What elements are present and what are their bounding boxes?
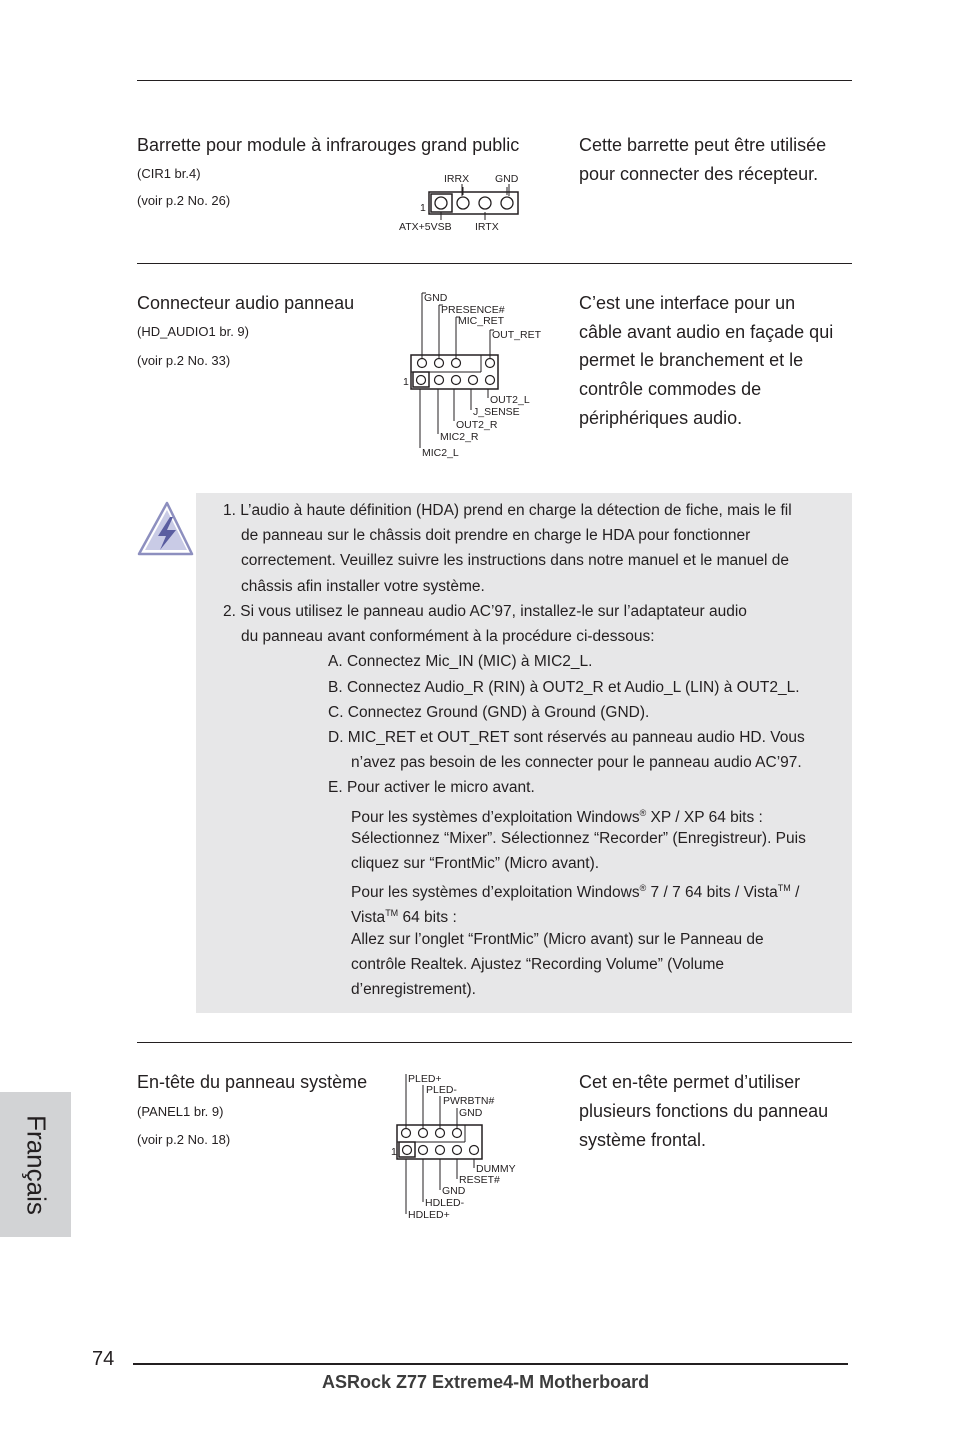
win7-version-text: 7 / 7 64 bits / Vista (646, 884, 778, 902)
audio-ref: (HD_AUDIO1 br. 9) (137, 324, 249, 339)
pin-label-atx: ATX+5VSB (399, 221, 452, 233)
note-step-a: A. Connectez Mic_IN (MIC) à MIC2_L. (328, 653, 593, 670)
note-step-b: B. Connectez Audio_R (RIN) à OUT2_R et Audio_L (LIN) à OUT2_L. (328, 679, 800, 696)
audio-see: (voir p.2 No. 33) (137, 353, 231, 368)
cir-desc-1: Cette barrette peut être utilisée (579, 135, 827, 155)
panel-desc-1: Cet en-tête permet d’utiliser (579, 1072, 801, 1092)
pin-label-irtx: IRTX (475, 221, 499, 233)
pin-label-out2-l: OUT2_L (490, 394, 530, 406)
pin-one-label: 1 (403, 376, 409, 388)
pin-label-irrx: IRRX (444, 173, 470, 185)
panel-see: (voir p.2 No. 18) (137, 1132, 231, 1147)
pin-label-hdled-plus: HDLED+ (408, 1209, 450, 1221)
warning-icon (136, 500, 194, 558)
pin-label-j-sense: J_SENSE (473, 406, 520, 418)
panel-desc-3: système frontal. (579, 1130, 707, 1150)
pin-one-label: 1 (391, 1146, 397, 1158)
language-label: Français (21, 1114, 51, 1215)
windows-xp-text: Pour les systèmes d’exploitation Windows (351, 809, 640, 827)
note-step-d-1: D. MIC_RET et OUT_RET sont réservés au panneau audio HD. Vous (328, 729, 805, 746)
section-rule-2 (137, 1042, 852, 1043)
panel-ref: (PANEL1 br. 9) (137, 1104, 224, 1119)
panel-header-diagram (390, 1068, 525, 1224)
audio-desc-3: permet le branchement et le (579, 350, 804, 370)
pin-label-gnd2: GND (442, 1185, 466, 1197)
slash-text: / (790, 884, 800, 902)
note-step-e-line-6: Allez sur l’onglet “FrontMic” (Micro avant) sur le Panneau de (351, 931, 764, 948)
cir-desc-2: pour connecter des récepteur. (579, 164, 819, 184)
pin-label-gnd: GND (459, 1107, 483, 1119)
note-1-line-3: correctement. Veuillez suivre les instructions dans notre manuel et le manuel de (241, 552, 789, 569)
audio-desc-4: contrôle commodes de (579, 379, 762, 399)
language-side-tab (0, 1092, 71, 1237)
pin-label-mic2-r: MIC2_R (440, 431, 479, 443)
windows-7-text: Pour les systèmes d’exploitation Windows (351, 884, 640, 902)
pin-label-dummy: DUMMY (476, 1163, 516, 1175)
note-step-e-line-2: Sélectionnez “Mixer”. Sélectionnez “Recorder” (Enregistreur). Puis (351, 830, 806, 847)
pin-one-label: 1 (420, 202, 426, 214)
xp-version-text: XP / XP 64 bits : (646, 809, 763, 827)
note-step-c: C. Connectez Ground (GND) à Ground (GND). (328, 704, 650, 721)
cir-header-diagram (398, 170, 533, 236)
note-step-d-2: n’avez pas besoin de les connecter pour le panneau audio AC’97. (351, 754, 802, 771)
note-1-line-2: de panneau sur le châssis doit prendre en charge le HDA pour fonctionner (241, 527, 751, 544)
note-2-line-1: 2. Si vous utilisez le panneau audio AC’97, installez-le sur l’adaptateur audio (223, 603, 747, 620)
top-rule (137, 80, 852, 81)
pin-label-pled-plus: PLED+ (408, 1073, 442, 1085)
pin-label-mic-ret: MIC_RET (458, 315, 505, 327)
cir-title: Barrette pour module à infrarouges grand public (137, 135, 520, 155)
pin-label-out-ret: OUT_RET (492, 329, 542, 341)
registered-mark: ® (639, 808, 647, 818)
note-step-e-line-8: d’enregistrement). (351, 981, 476, 998)
note-step-e: E. Pour activer le micro avant. (328, 779, 535, 796)
note-1-line-1: 1. L’audio à haute définition (HDA) prend en charge la détection de fiche, mais le fil (223, 502, 792, 519)
pin-label-mic2-l: MIC2_L (422, 447, 459, 459)
cir-ref: (CIR1 br.4) (137, 166, 201, 181)
trademark-mark: TM (777, 883, 791, 893)
audio-desc-1: C’est une interface pour un (579, 293, 796, 313)
pin-label-hdled-minus: HDLED- (425, 1197, 465, 1209)
panel-desc-2: plusieurs fonctions du panneau (579, 1101, 829, 1121)
registered-mark: ® (639, 883, 647, 893)
cir-see: (voir p.2 No. 26) (137, 193, 231, 208)
audio-header-diagram (402, 288, 542, 463)
pin-label-out2-r: OUT2_R (456, 419, 498, 431)
audio-title: Connecteur audio panneau (137, 293, 355, 313)
footer-title: ASRock Z77 Extreme4-M Motherboard (322, 1372, 650, 1392)
vista-text: Vista (351, 909, 386, 927)
audio-desc-2: câble avant audio en façade qui (579, 322, 834, 342)
page-number: 74 (92, 1348, 115, 1370)
note-2-line-2: du panneau avant conformément à la procédure ci-dessous: (241, 628, 655, 645)
footer-rule (133, 1363, 848, 1365)
pin-label-reset: RESET# (459, 1174, 500, 1186)
panel-title: En-tête du panneau système (137, 1072, 368, 1092)
vista-bits-text: 64 bits : (398, 909, 457, 927)
pin-label-presence: PRESENCE# (441, 304, 505, 316)
section-rule-1 (137, 263, 852, 264)
note-step-e-line-7: contrôle Realtek. Ajustez “Recording Volume” (Volume (351, 956, 725, 973)
pin-label-gnd: GND (495, 173, 519, 185)
audio-desc-5: périphériques audio. (579, 408, 743, 428)
pin-label-pled-minus: PLED- (426, 1084, 457, 1096)
note-1-line-4: châssis afin installer votre système. (241, 578, 485, 595)
note-step-e-line-3: cliquez sur “FrontMic” (Micro avant). (351, 855, 600, 872)
pin-label-pwrbtn: PWRBTN# (443, 1095, 495, 1107)
pin-label-gnd: GND (424, 292, 448, 304)
trademark-mark: TM (385, 908, 399, 918)
